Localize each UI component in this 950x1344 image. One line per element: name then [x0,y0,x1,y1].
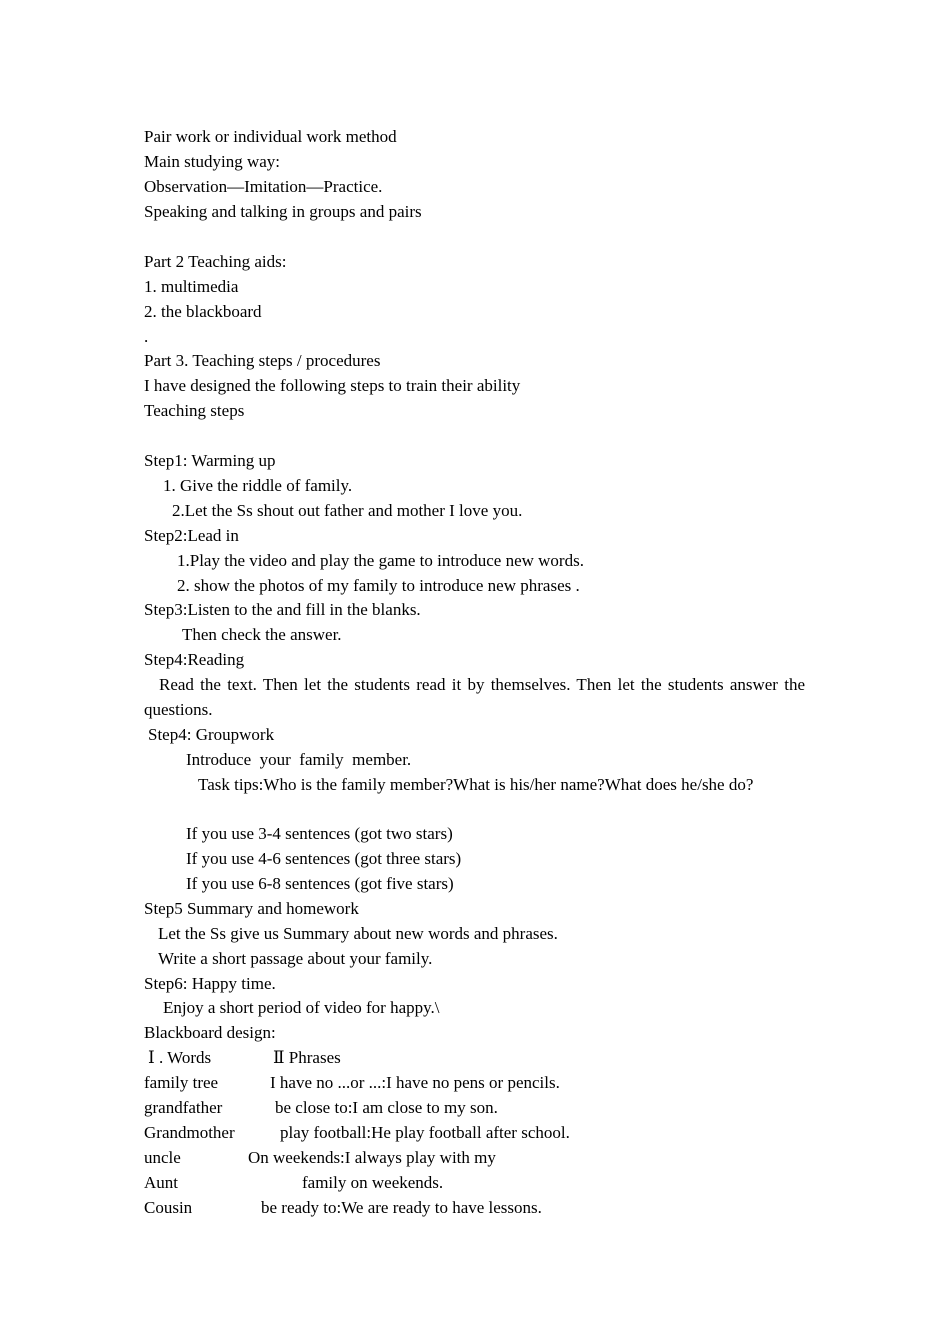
phrase-item: I have no ...or ...:I have no pens or pencils. [270,1073,560,1092]
text-line: Introduce your family member. [186,750,412,769]
list-item: 2. the blackboard [144,302,262,321]
text-line: Observation—Imitation—Practice. [144,177,383,196]
text-line: Then check the answer. [182,625,342,644]
text-line: Write a short passage about your family. [158,949,433,968]
text-line: Pair work or individual work method [144,127,397,146]
text-line: Teaching steps [144,401,245,420]
step-heading: Step5 Summary and homework [144,899,359,918]
list-item: If you use 4-6 sentences (got three stars) [186,849,462,868]
text-line: Let the Ss give us Summary about new words and phrases. [158,924,558,943]
text-line: Speaking and talking in groups and pairs [144,202,422,221]
section-heading: Blackboard design: [144,1023,276,1042]
text-line: Enjoy a short period of video for happy.\ [163,998,440,1017]
words-heading: Ⅰ . Words [148,1048,212,1067]
word-item: Cousin [144,1198,193,1217]
list-item: 2. show the photos of my family to introduce new phrases . [177,576,580,595]
word-item: grandfather [144,1098,223,1117]
step-heading: Step4:Reading [144,650,245,669]
list-item: 2.Let the Ss shout out father and mother I love you. [172,501,523,520]
text-line: I have designed the following steps to train their ability [144,376,521,395]
phrase-item: On weekends:I always play with my [248,1148,496,1167]
word-item: uncle [144,1148,181,1167]
list-item: 1. multimedia [144,277,239,296]
list-item: If you use 3-4 sentences (got two stars) [186,824,453,843]
step-heading: Step1: Warming up [144,451,276,470]
section-heading: Part 2 Teaching aids: [144,252,287,271]
paragraph: Task tips:Who is the family member?What is his/her name?What does he/she do? [198,775,754,794]
phrase-item: be ready to:We are ready to have lessons. [261,1198,542,1217]
word-item: Aunt [144,1173,178,1192]
step-heading: Step4: Groupwork [148,725,275,744]
phrase-item: be close to:I am close to my son. [275,1098,498,1117]
phrase-item: family on weekends. [302,1173,444,1192]
word-item: Grandmother [144,1123,235,1142]
word-item: family tree [144,1073,219,1092]
step-heading: Step3:Listen to the and fill in the blanks. [144,600,421,619]
paragraph: Read the text. Then let the students read it by themselves. Then let the students answer the questions. [144,675,805,719]
phrases-heading: Ⅱ Phrases [273,1048,341,1067]
step-heading: Step2:Lead in [144,526,239,545]
list-item: 1. Give the riddle of family. [163,476,353,495]
text-line: . [144,327,149,346]
list-item: 1.Play the video and play the game to introduce new words. [177,551,584,570]
step-heading: Step6: Happy time. [144,974,276,993]
list-item: If you use 6-8 sentences (got five stars) [186,874,454,893]
section-heading: Part 3. Teaching steps / procedures [144,351,381,370]
phrase-item: play football:He play football after school. [280,1123,570,1142]
text-line: Main studying way: [144,152,280,171]
